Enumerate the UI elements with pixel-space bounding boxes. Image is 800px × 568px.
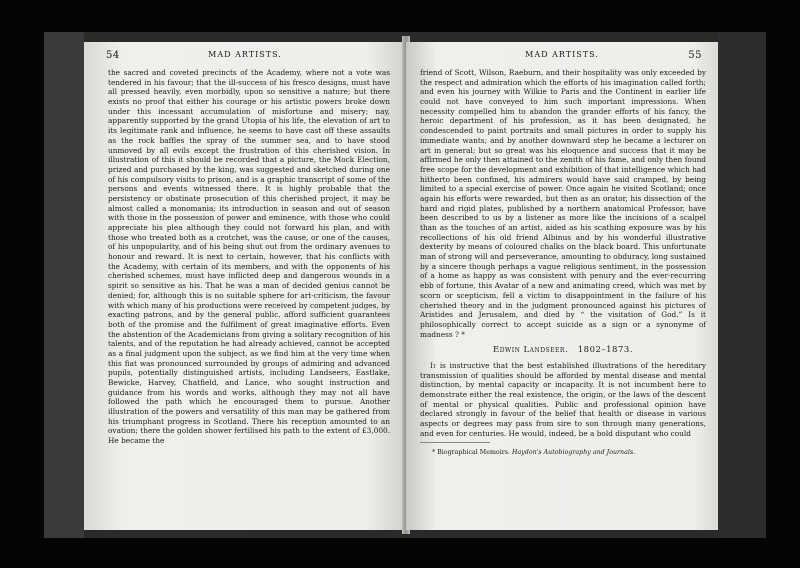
left-paragraph: the sacred and coveted precincts of the Academy, where not a vote was tendered in his favour; that the ill-success of his fresco designs, must have all pressed heavily, even morbidly, upon so sensitive a nature; but there exists no proof that either his courage or his artistic powers broke down under this incessant accumulation of misfortune and misery; nay, apparently supported by the grand Utopia of his life, the elevation of art to its legitimate rank and influence, he seems to have cast off these assaults as the rock baffles the spray of the summer sea, and to have stood unmoved by all evils except the frustration of this cherished vision. In illustration of this it should be recorded that a picture, the Mock Election, prized and purchased by the king, was suggested and sketched during one of his compulsory visits to prison, and is a graphic transcript of some of the persons and events witnessed there. It is highly probable that the persistency or obstinate prosecution of this cherished project, it may be almost called a monomania; its introduction in season and out of season with those in the possession of power and eminence, with those who could appreciate his plea although they could not forward his plan, and with those who treated both as a crotchet, was the cause, or one of the causes, of his unpopularity, and of his being shut out from the ordinary avenues to honour and reward. It is next to certain, however, that his conflicts with the Academy, with certain of its members, and with the opponents of his cherished schemes, must have inflicted deep and dangerous wounds in a spirit so sensitive as his. That he was a man of decided genius cannot be denied; for, although this is no suitable sphere for art-criticism, the favour with which many of his productions were received by competent judges, by exacting patrons, and by the general public, afford sufficient guarantees both of the promise and the fulfilment of great imaginative efforts. Even the abstention of the Academicians from giving a solitary recognition of his talents, and of the reputation he had already achieved, cannot be accepted as a final judgment upon the subject, as we find him at the very time when this fiat was pronounced surrounded by groups of admiring and advanced pupils, potentially distinguished artists, including Landseers, Eastlake, Bewicke, Harvey, Chatfield, and Lance, who sought instruction and guidance from his words and works, although they may not all have followed the path which he encouraged them to pursue. Another illustration of the powers and versatility of this man may be gathered from his triumphant progress in Scotland. There his reception amounted to an ovation; there the golden shower fertilised his path to the extent of £3,000. He became the xyxy=(108,68,390,446)
left-page-number: 54 xyxy=(106,50,120,61)
right-paragraph-2-text: is instructive that the best established illustrations of the hereditary transmission of qualities should be afforded by mental disease and mental distinction, by mental capacity or incapacity. It is not incumbent here to demonstrate either the real existence, the origin, or the laws of the descent of mental or physical qualities. Public and professional opinion have declared strongly in favour of the belief that health or disease in various aspects or degrees may pass from sire to son through many generations, and even for centuries. He would, indeed, be a bold disputant who could xyxy=(420,360,706,438)
right-paragraph-2 xyxy=(420,361,706,439)
section-heading xyxy=(420,346,706,356)
footnote-source: Haydon's Autobiography and Journals. xyxy=(511,449,636,457)
footnote-rule xyxy=(420,442,490,443)
footnote-prefix: * Biographical Memoirs. xyxy=(432,449,510,457)
section-heading-name: Edwin Landseer. xyxy=(493,345,569,356)
left-page-header xyxy=(84,42,406,64)
paragraph-opening-word: It xyxy=(430,360,437,370)
right-paragraph-1: friend of Scott, Wilson, Raeburn, and their hospitality was only exceeded by the respect and admiration which the efforts of his imagination called forth; and even his journey with Wilkie to Paris and the Continent in earlier life could not have conveyed to him such important impressions. When necessity compelled him to abandon the grander efforts of his fancy, the heroic department of his profession, as it has been designated, he condescended to paint portraits and small pictures in order to supply his immediate wants; and by another downward step he became a lecturer on art in general; but so great was his eloquence and success that it may be affirmed he only then attained to the zenith of his fame, and only then found free scope for the development and exhibition of that intelligence which had hitherto been confined, his admirers would have said cramped, by being limited to a special exercise of power. Once again he visited Scotland; once again his efforts were rewarded, but then as an orator, his dissection of the hard and rigid plates, published by a northern anatomical Professor, have been described to us by a listener as more like the incisions of a scalpel than as the touches of an artist, aided as his scathing exposure was by his recollections of his old friend Albinus and by his wonderful illustrative dexterity by means of coloured chalks on the black board. This unfortunate man of strong will and perseverance, amounting to obduracy, long sustained by a sincere though perhaps a vague religious sentiment, in the possession of a home as happy as was consistent with penury and the ever-recurring ebb of fortune, this Avatar of a new and animating creed, which was met by scorn or scepticism, fell a victim to disappointment in the failure of his cherished theory and in the judgment pronounced against his pictures of Aristides and Jerusalem, and died by “ the visitation of God.” Is it philosophically correct to accept suicide as a sign or a synonyme of madness ? * xyxy=(420,68,706,339)
book-spread xyxy=(44,32,766,538)
right-running-head: MAD ARTISTS. xyxy=(525,50,599,59)
left-page xyxy=(84,42,406,530)
section-heading-dates: 1802–1873. xyxy=(577,345,633,356)
right-page-header xyxy=(406,42,718,64)
left-page-body xyxy=(108,68,390,446)
footnote xyxy=(420,449,706,457)
right-page-number: 55 xyxy=(688,50,702,61)
left-running-head: MAD ARTISTS. xyxy=(208,50,282,59)
left-page-edge xyxy=(44,32,84,538)
right-page-body xyxy=(420,68,706,457)
right-page xyxy=(406,42,718,530)
right-page-edge xyxy=(718,32,766,538)
